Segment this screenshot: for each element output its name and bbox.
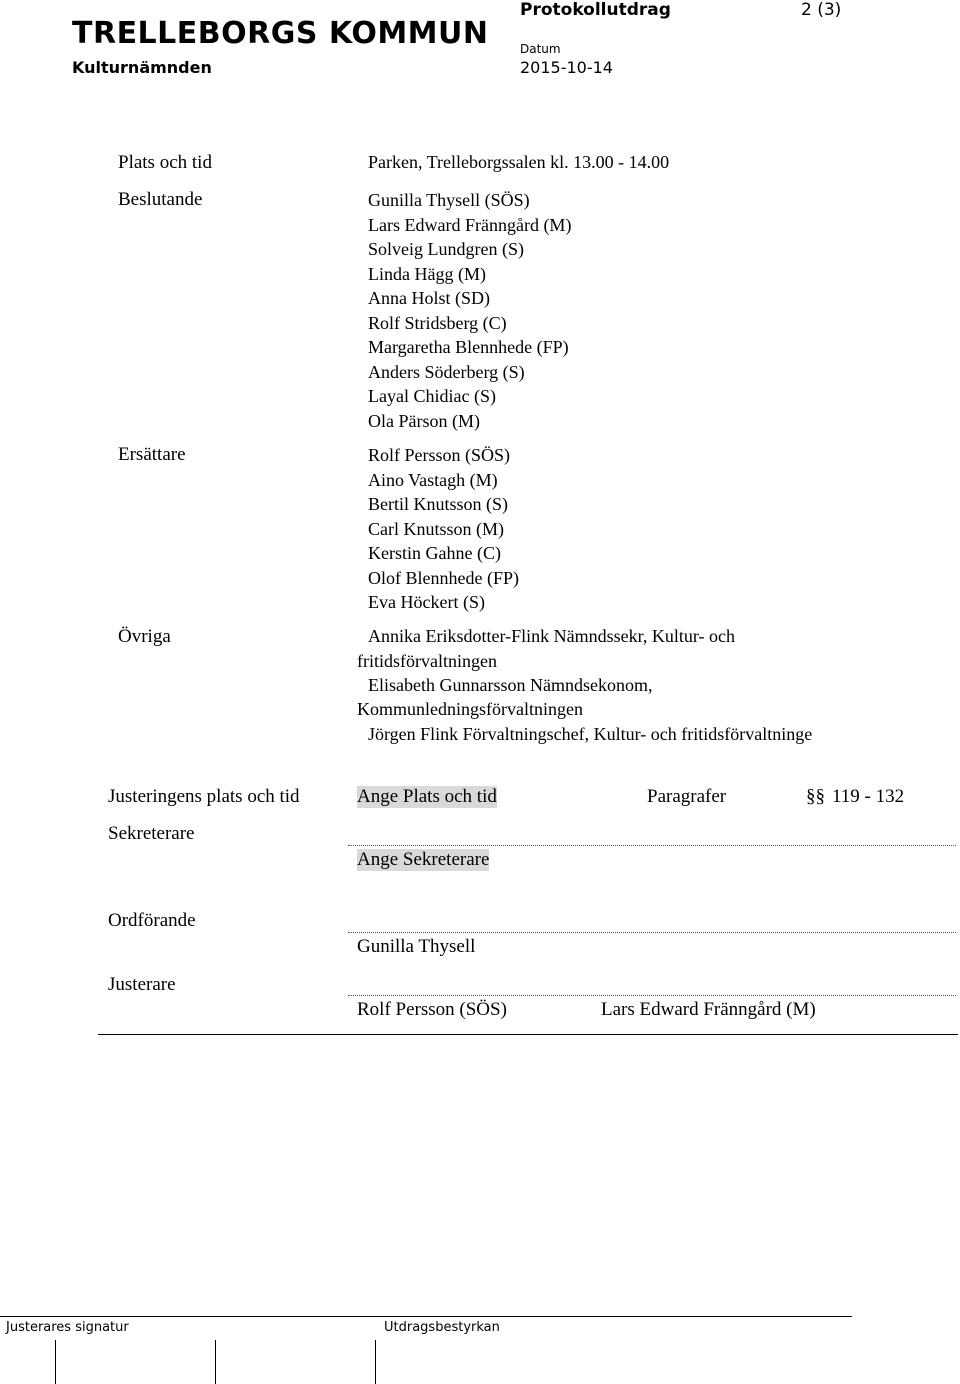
date-label: Datum bbox=[520, 42, 561, 56]
page-number: 2 (3) bbox=[801, 0, 842, 20]
other-attendee-line: Annika Eriksdotter-Flink Nämndssekr, Kultur- och bbox=[368, 626, 735, 646]
other-attendee-line: Kommunledningsförvaltningen bbox=[357, 699, 583, 719]
chair-name: Gunilla Thysell bbox=[357, 936, 476, 957]
paragraphs-label: Paragrafer bbox=[647, 786, 727, 807]
others-label: Övriga bbox=[118, 626, 171, 647]
adjustment-place-label: Justeringens plats och tid bbox=[108, 786, 300, 807]
decisive-label: Beslutande bbox=[118, 189, 203, 210]
secretary-label: Sekreterare bbox=[108, 823, 195, 844]
decisive-member: Anna Holst (SD) bbox=[368, 288, 490, 308]
signature-box-divider bbox=[215, 1340, 216, 1384]
signature-box-divider bbox=[55, 1340, 56, 1384]
other-attendee-line: Elisabeth Gunnarsson Nämndsekonom, bbox=[368, 675, 653, 695]
decisive-list bbox=[368, 188, 571, 433]
decisive-member: Anders Söderberg (S) bbox=[368, 361, 525, 382]
secretary-signature-line bbox=[348, 845, 956, 846]
place-label: Plats och tid bbox=[118, 152, 212, 173]
substitutes-list bbox=[368, 443, 519, 615]
place-value: Parken, Trelleborgssalen kl. 13.00 - 14.00 bbox=[368, 152, 670, 172]
adjusters-label: Justerare bbox=[108, 974, 176, 995]
signature-label: Justerares signatur bbox=[6, 1320, 129, 1335]
substitute-member: Bertil Knutsson (S) bbox=[368, 494, 509, 514]
secretary-field[interactable]: Ange Sekreterare bbox=[357, 849, 490, 870]
decisive-member: Margaretha Blennhede (FP) bbox=[368, 337, 569, 357]
document-type: Protokollutdrag bbox=[520, 0, 671, 20]
chair-signature-line bbox=[348, 932, 956, 933]
adjusters-signature-line bbox=[348, 995, 956, 996]
substitute-member: Aino Vastagh (M) bbox=[368, 469, 498, 490]
decisive-member: Solveig Lundgren (S) bbox=[368, 239, 524, 259]
substitute-member: Kerstin Gahne (C) bbox=[368, 543, 501, 563]
decisive-member: Rolf Stridsberg (C) bbox=[368, 312, 507, 333]
signature-box-divider bbox=[375, 1340, 376, 1384]
substitutes-label: Ersättare bbox=[118, 444, 186, 465]
adjuster-name: Lars Edward Fränngård (M) bbox=[601, 999, 816, 1020]
adjuster-name: Rolf Persson (SÖS) bbox=[357, 999, 507, 1020]
certified-label: Utdragsbestyrkan bbox=[384, 1320, 500, 1335]
other-attendee-line: Jörgen Flink Förvaltningschef, Kultur- och fritidsförvaltninge bbox=[368, 724, 813, 744]
paragraphs-value: 119 - 132 bbox=[832, 786, 905, 807]
substitute-member: Rolf Persson (SÖS) bbox=[368, 445, 511, 465]
decisive-member: Gunilla Thysell (SÖS) bbox=[368, 190, 530, 210]
decisive-member: Lars Edward Fränngård (M) bbox=[368, 214, 572, 235]
substitute-member: Carl Knutsson (M) bbox=[368, 518, 504, 539]
adjustment-place-field[interactable]: Ange Plats och tid bbox=[357, 786, 497, 807]
decisive-member: Ola Pärson (M) bbox=[368, 410, 480, 431]
date-value: 2015-10-14 bbox=[520, 58, 613, 77]
chair-label: Ordförande bbox=[108, 910, 196, 931]
decisive-member: Layal Chidiac (S) bbox=[368, 386, 496, 406]
organization-name: TRELLEBORGS KOMMUN bbox=[72, 16, 489, 51]
section-divider bbox=[98, 1034, 958, 1035]
other-attendee-line: fritidsförvaltningen bbox=[357, 651, 497, 671]
substitute-member: Olof Blennhede (FP) bbox=[368, 567, 519, 588]
decisive-member: Linda Hägg (M) bbox=[368, 263, 486, 284]
department-name: Kulturnämnden bbox=[72, 58, 212, 77]
footer-divider bbox=[0, 1316, 852, 1317]
substitute-member: Eva Höckert (S) bbox=[368, 592, 485, 612]
paragraph-symbol: §§ bbox=[806, 786, 825, 807]
